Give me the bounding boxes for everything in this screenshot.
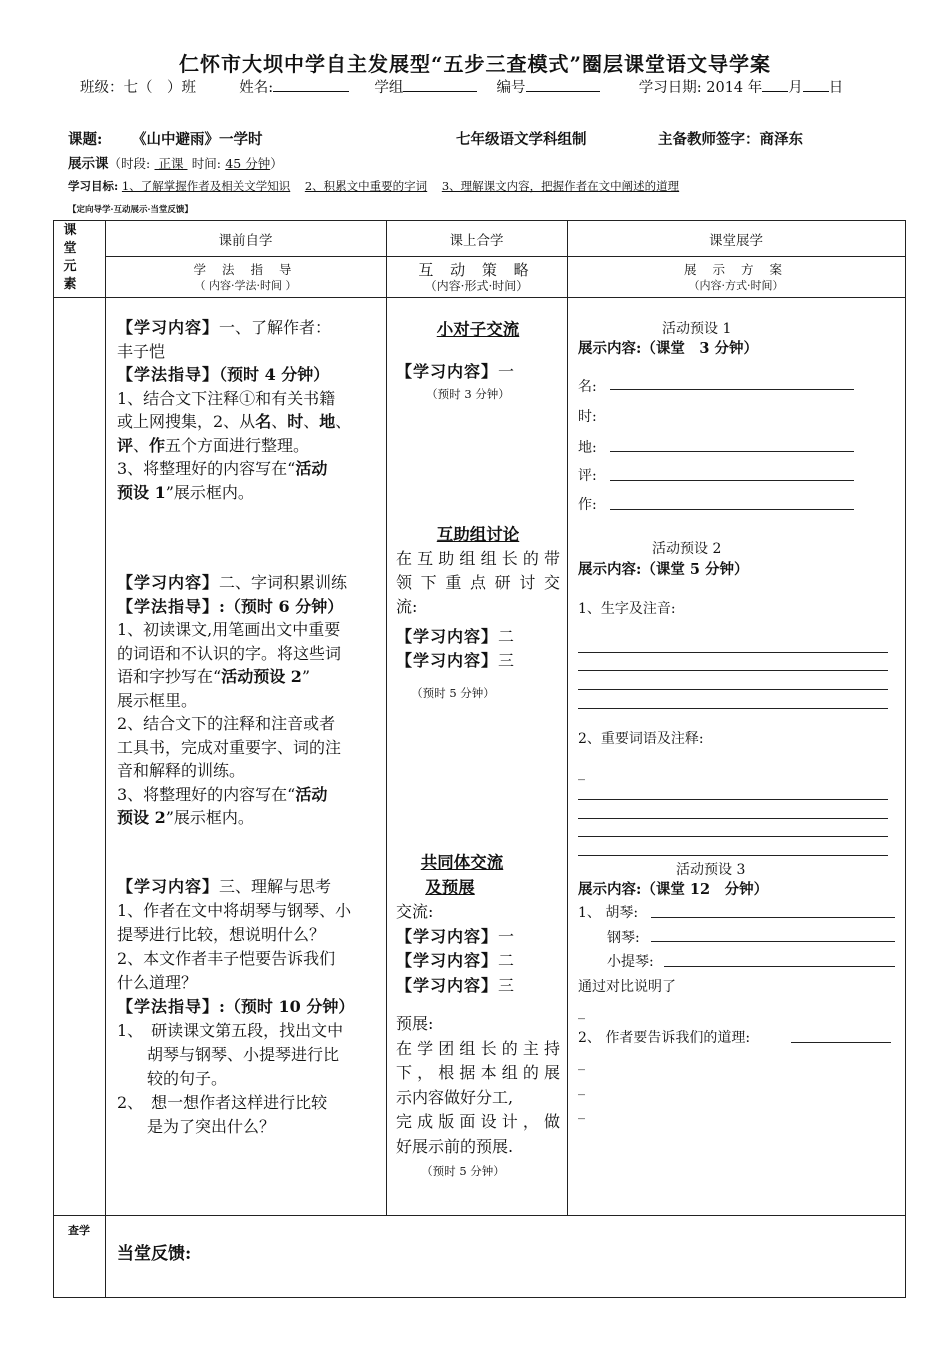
- answer-line[interactable]: [578, 670, 888, 671]
- col1-section-2: [117, 571, 381, 830]
- keyword-shi: 时: [287, 412, 304, 431]
- text-span: 或上网搜集，2、从: [117, 412, 256, 431]
- col2-subsubheader: （内容·形式·时间）: [424, 279, 529, 293]
- field-label-ming: 名:: [578, 379, 597, 395]
- content-text: 三、理解与思考: [219, 877, 332, 896]
- close-paren: ）: [270, 156, 283, 171]
- side-char-1: 课: [63, 223, 77, 238]
- number-field[interactable]: [526, 77, 600, 92]
- field-line-xiaotiqin[interactable]: [664, 966, 895, 967]
- side-char-3: 元: [63, 259, 77, 274]
- guide-time: :（预时 10 分钟）: [219, 997, 355, 1016]
- label-xiaotiqin: 小提琴:: [607, 954, 654, 970]
- lesson-type-line: [68, 152, 283, 172]
- field-line-zuo[interactable]: [610, 509, 854, 510]
- mode-tag: 【定向导学·互动展示·当堂反馈】: [68, 205, 193, 215]
- objective-2: 2、积累文中重要的字词: [304, 179, 428, 193]
- table-left-border: [53, 220, 54, 1297]
- text-span: ”展示框内。: [165, 482, 254, 502]
- text-line: 较的句子。: [147, 1069, 228, 1088]
- objectives-line: [68, 178, 679, 194]
- text-line: 工具书，完成对重要字、词的注: [117, 737, 342, 757]
- content-tag: 【学习内容】: [396, 627, 499, 646]
- time-note: （预时 3 分钟）: [426, 387, 510, 401]
- date-label: 学习日期: 2014 年: [638, 80, 763, 96]
- text-line: 1、结合文下注释①和有关书籍: [117, 388, 336, 408]
- answer-line[interactable]: [578, 855, 888, 856]
- text-span: 语和字抄写在“: [117, 667, 222, 686]
- compare-label: 通过对比说明了: [578, 979, 676, 995]
- text-line: 下，根据本组的展: [396, 1063, 560, 1082]
- teacher-signature: [658, 128, 803, 149]
- subject-group: 七年级语文学科组制: [456, 131, 587, 148]
- col1-divider: [386, 220, 387, 1215]
- keyword-ming: 名: [255, 412, 272, 431]
- content-number: 一: [498, 361, 515, 381]
- answer-dash: _: [578, 1004, 585, 1020]
- text-span: 3、将整理好的内容写在“: [117, 784, 296, 804]
- bold-span: 预设 2: [117, 808, 166, 827]
- content-number: 三: [498, 975, 515, 995]
- group-field[interactable]: [403, 77, 477, 92]
- side-header: [60, 222, 80, 294]
- text-line: 提琴进行比较，想说明什么？: [117, 925, 326, 944]
- content-tag: 【学习内容】: [396, 975, 499, 995]
- text-line: 1、初读课文,用笔画出文中重要: [117, 620, 341, 639]
- lesson-type: 展示课: [68, 156, 109, 172]
- text-line: 2、结合文下的注释和注音或者: [117, 714, 336, 733]
- month-field[interactable]: [762, 77, 788, 92]
- day-field[interactable]: [803, 77, 829, 92]
- text-span: 3、将整理好的内容写在“: [117, 459, 296, 478]
- group-label: 学组: [374, 80, 404, 96]
- text-line: 是为了突出什么？: [147, 1117, 276, 1136]
- answer-dash: _: [578, 1055, 585, 1071]
- bold-span: 活动预设 2: [221, 667, 302, 686]
- text-span: ”: [301, 667, 311, 686]
- content-number: 二: [498, 627, 515, 646]
- answer-line[interactable]: [578, 818, 888, 819]
- period-label: （时段:: [108, 156, 151, 171]
- header-divider: [105, 256, 906, 257]
- answer-dash: _: [578, 1104, 585, 1120]
- col3-subsubheader: （内容·方式·时间）: [688, 279, 784, 292]
- answer-dash: _: [578, 765, 585, 781]
- document-title: 仁怀市大坝中学自主发展型“五步三查模式”圈层课堂语文导学案: [178, 52, 771, 76]
- text-line: 1、 研读课文第五段，找出文中: [117, 1021, 344, 1040]
- text-line: 预展:: [396, 1014, 434, 1033]
- field-line-di[interactable]: [610, 451, 854, 452]
- text-line: 完成版面设计，做: [396, 1112, 560, 1131]
- answer-line[interactable]: [578, 708, 888, 709]
- label-huqin: 1、 胡琴:: [578, 905, 639, 921]
- author-name: 丰子恺: [117, 341, 166, 361]
- topic-value: 《山中避雨》一学时: [132, 131, 263, 148]
- day-label: 日: [828, 80, 844, 96]
- content-tag: 【学习内容】: [117, 573, 220, 592]
- text-line: 的词语和不认识的字。将这些词: [117, 643, 342, 663]
- table-bottom-border: [53, 1297, 906, 1298]
- bold-span: 活动: [295, 459, 328, 478]
- answer-line[interactable]: [578, 689, 888, 690]
- answer-line[interactable]: [578, 836, 888, 837]
- text-line: 胡琴与钢琴、小提琴进行比: [147, 1045, 340, 1064]
- class-label: 班级：七（ ）班: [80, 80, 196, 96]
- field-label-zuo: 作:: [578, 497, 597, 513]
- field-label-shi: 时:: [578, 409, 597, 425]
- content-tag: 【学习内容】: [396, 651, 499, 670]
- period-value: [155, 156, 188, 171]
- activity-2-title: 活动预设 2: [652, 541, 722, 557]
- guide-time: （预时 4 分钟）: [219, 365, 330, 384]
- guide-tag: 【学法指导】: [117, 997, 220, 1016]
- text-line: 示内容做好分工,: [396, 1087, 514, 1107]
- answer-dash: _: [578, 1080, 585, 1096]
- answer-line[interactable]: [578, 799, 888, 800]
- text-span: ”展示框内。: [165, 808, 254, 827]
- text-line: 1、作者在文中将胡琴与钢琴、小: [117, 901, 352, 920]
- activity-1-content: 展示内容:（课堂 3 分钟）: [578, 340, 758, 357]
- keyword-ping: 评: [117, 435, 134, 455]
- side-char-2: 堂: [63, 241, 77, 256]
- content-tag: 【学习内容】: [117, 318, 220, 337]
- time-value: 45 分钟: [225, 156, 271, 171]
- activity-1-title: 活动预设 1: [662, 321, 732, 337]
- field-label-ping: 评:: [578, 468, 597, 484]
- topic-label: 课题:: [68, 131, 103, 148]
- col3-header: 课堂展学: [709, 233, 763, 249]
- check-label: 查学: [68, 1224, 90, 1237]
- keyword-zuo: 作: [149, 435, 166, 455]
- teacher-label: 主备教师签字：: [658, 131, 760, 148]
- text-line: 交流:: [396, 902, 434, 921]
- time-note: （预时 5 分钟）: [421, 1164, 505, 1178]
- guide-tag: 【学法指导】: [117, 596, 220, 616]
- objective-1: 1、了解掌握作者及相关文学知识: [121, 179, 291, 193]
- table-top-border: [53, 220, 906, 221]
- header-bottom-border: [53, 297, 906, 298]
- student-info-line: [80, 76, 843, 97]
- time-label: 时间:: [191, 156, 222, 171]
- guide-tag: 【学法指导】: [117, 365, 220, 384]
- objectives-label: 学习目标:: [68, 179, 119, 193]
- text-line: 展示框里。: [117, 690, 198, 710]
- col1-section-3: [117, 875, 381, 1139]
- table-right-border: [905, 220, 906, 1297]
- side-col-divider: [105, 220, 106, 1297]
- number-label: 编号: [496, 80, 526, 96]
- text-span: 五个方面进行整理。: [165, 435, 310, 455]
- col1-subsubheader: （ 内容·学法·时间 ）: [194, 279, 297, 292]
- activity-3-title: 活动预设 3: [676, 862, 746, 878]
- text-line: 在学团组长的主持: [396, 1038, 560, 1058]
- text-line: 音和解释的训练。: [117, 761, 246, 780]
- field-line-ming[interactable]: [610, 389, 854, 390]
- period-text: 正课: [158, 156, 184, 171]
- col1-header: 课前自学: [218, 233, 273, 249]
- text-line: 好展示前的预展.: [396, 1136, 514, 1156]
- answer-line[interactable]: [791, 1042, 891, 1043]
- content-tag: 【学习内容】: [396, 361, 499, 381]
- name-label: 姓名:: [239, 80, 274, 96]
- text-line: 在互助组组长的带: [396, 549, 560, 568]
- month-label: 月: [788, 80, 803, 96]
- field-line-huqin[interactable]: [651, 917, 895, 918]
- col3-subheader: 展 示 方 案: [684, 262, 788, 277]
- block-title: 小对子交流: [436, 320, 520, 339]
- bold-span: 活动: [295, 784, 328, 804]
- activity-3-content: 展示内容:（课堂 12 分钟）: [578, 881, 769, 898]
- text-line: 2、 想一想作者这样进行比较: [117, 1093, 328, 1112]
- block-title: 共同体交流: [420, 853, 504, 872]
- label-gangqin: 钢琴:: [607, 930, 640, 946]
- answer-line[interactable]: [578, 652, 888, 653]
- content-number: 一: [498, 926, 515, 946]
- content-text: 二、字词积累训练: [219, 573, 348, 592]
- field-line-ping[interactable]: [610, 480, 854, 481]
- name-field[interactable]: [273, 77, 349, 92]
- content-text: 一、了解作者：: [219, 318, 332, 337]
- content-number: 三: [498, 651, 515, 670]
- col1-section-1: 【学习内容】一、了解作者： 丰子恺 【学法指导】（预时 4 分钟） 1、结合文下注释①和有关书籍 或上网搜集，2、从名、时、地、 评、作五个方面进行整理。 3、将整理好的内容写在“活动 预设 1”展示框内。: [117, 316, 381, 504]
- content-tag: 【学习内容】: [117, 877, 220, 896]
- text-line: 2、本文作者丰子恺要告诉我们: [117, 949, 336, 968]
- col2-block-1: [396, 318, 560, 407]
- side-char-4: 素: [63, 277, 77, 292]
- activity-3-q2: 2、 作者要告诉我们的道理:: [578, 1030, 751, 1046]
- objective-3: 3、理解课文内容，把握作者在文中阐述的道理: [441, 179, 680, 193]
- content-tag: 【学习内容】: [396, 951, 499, 970]
- block-title-2: 及预展: [425, 877, 475, 897]
- body-bottom-border: [53, 1215, 906, 1216]
- content-number: 二: [498, 951, 515, 970]
- col2-subheader: 互 动 策 略: [418, 261, 535, 279]
- content-tag: 【学习内容】: [396, 926, 499, 946]
- keyword-di: 地: [319, 412, 336, 431]
- bold-span: 预设 1: [117, 482, 166, 502]
- col2-divider: [567, 220, 568, 1215]
- text-line: 领下重点研讨交: [396, 573, 560, 592]
- field-label-di: 地:: [578, 440, 597, 456]
- col2-block-2: [396, 523, 560, 705]
- col2-block-3: [396, 851, 560, 1184]
- col2-header: 课上合学: [449, 233, 504, 249]
- time-note: （预时 5 分钟）: [411, 686, 495, 700]
- col1-subheader: 学 法 指 导: [193, 262, 298, 277]
- activity-2-content: 展示内容:（课堂 5 分钟）: [578, 561, 749, 578]
- teacher-name: 商泽东: [759, 131, 803, 148]
- feedback-label: 当堂反馈:: [117, 1244, 192, 1264]
- activity-2-q2: 2、重要词语及注释:: [578, 731, 704, 747]
- block-title: 互助组讨论: [436, 525, 520, 544]
- text-line: 流:: [396, 597, 418, 616]
- text-line: 什么道理？: [117, 973, 198, 992]
- field-line-gangqin[interactable]: [651, 941, 895, 942]
- activity-2-q1: 1、生字及注音:: [578, 601, 676, 617]
- guide-time: :（预时 6 分钟）: [219, 596, 344, 616]
